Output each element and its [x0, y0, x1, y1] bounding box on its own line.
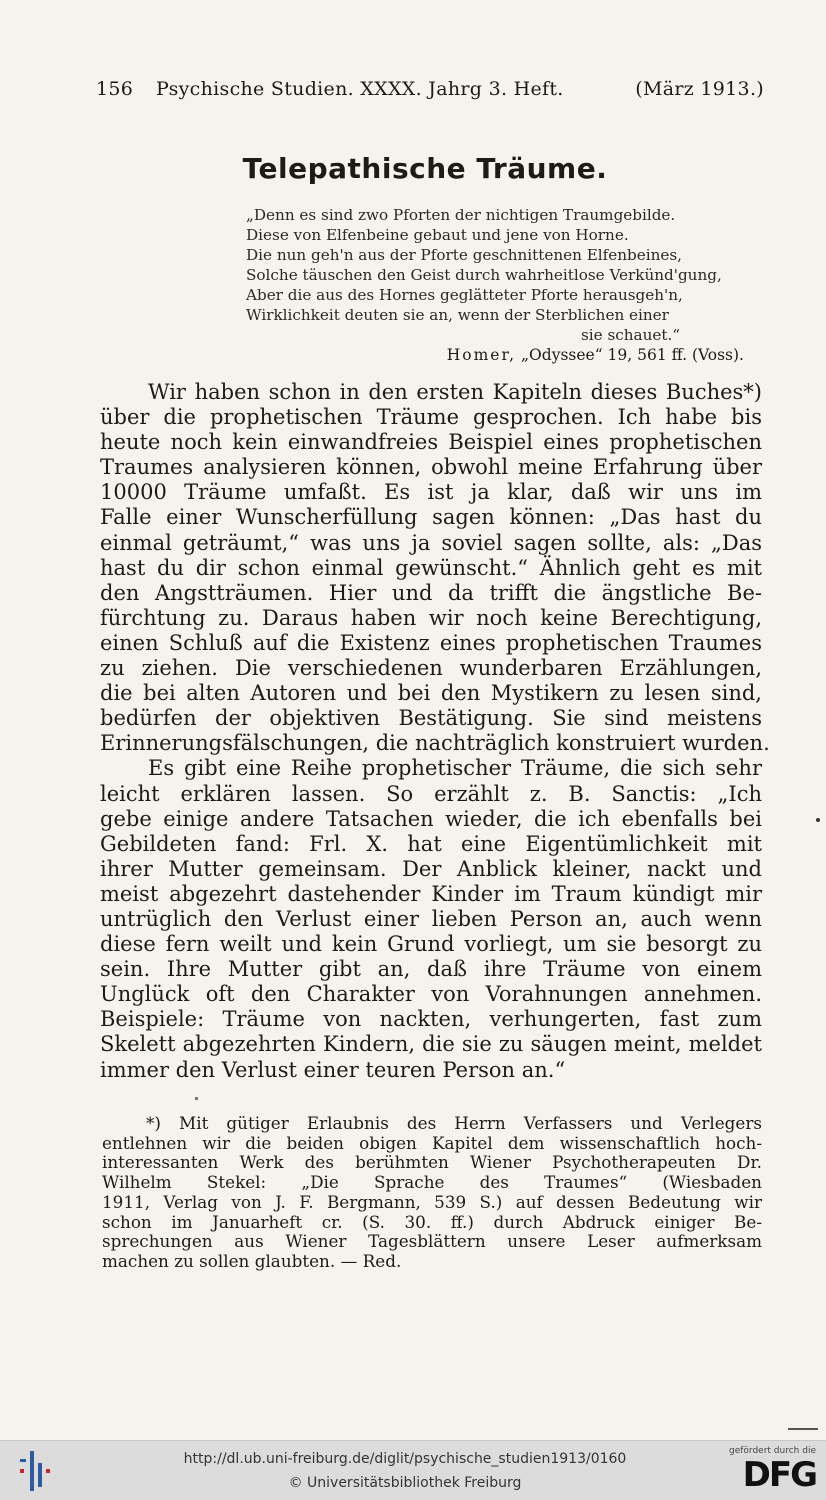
body-line: Beispiele: Träume von nackten, verhungerten, fast zum — [100, 1007, 762, 1032]
body-line: Traumes analysieren können, obwohl meine Erfahrung über — [100, 455, 762, 480]
scan-speck — [816, 818, 820, 822]
footnote-line: machen zu sollen glaubten. — Red. — [102, 1250, 402, 1271]
body-line: Wir haben schon in den ersten Kapiteln dieses Buches*) — [148, 380, 762, 404]
page-number: 156 — [96, 78, 134, 100]
body-line: Es gibt eine Reihe prophetischer Träume, die sich sehr — [148, 756, 762, 781]
epigraph-line: „Denn es sind zwo Pforten der nichtigen Traumgebilde. — [246, 206, 676, 224]
body-line: über die prophetischen Träume gesprochen. Ich habe bis — [100, 405, 762, 430]
article-title: Telepathische Träume. — [242, 152, 608, 185]
footnote-line: interessanten Werk des berühmten Wiener Psychotherapeuten Dr. — [102, 1152, 762, 1173]
epigraph-line: Aber die aus des Hornes geglätteter Pforte herausgeh'n, — [246, 286, 683, 304]
body-line: gebe einige andere Tatsachen wieder, die ich ebenfalls bei — [100, 806, 762, 831]
body-line: sein. Ihre Mutter gibt an, daß ihre Träume von einem — [100, 957, 762, 982]
footnote-line: 1911, Verlag von J. F. Bergmann, 539 S.) auf dessen Bedeutung wir — [102, 1191, 762, 1212]
body-line: Falle einer Wunscherfüllung sagen können: „Das hast du — [100, 505, 762, 530]
epigraph-line: Diese von Elfenbeine gebaut und jene von Horne. — [246, 226, 629, 244]
body-line: 10000 Träume umfaßt. Es ist ja klar, daß wir uns im — [100, 480, 762, 505]
body-line: diese fern weilt und kein Grund vorliegt, um sie besorgt zu — [100, 932, 762, 957]
copyright-notice: © Universitätsbibliothek Freiburg — [288, 1475, 522, 1491]
body-line: bedürfen der objektiven Bestätigung. Sie sind meistens — [100, 706, 762, 731]
epigraph-line: Wirklichkeit deuten sie an, wenn der Sterblichen einer — [246, 306, 669, 324]
epigraph-line: Solche täuschen den Geist durch wahrheitlose Verkünd'gung, — [246, 266, 722, 284]
attribution-source: „Odyssee“ 19, 561 ff. (Voss). — [521, 346, 744, 364]
footnote-line: sprechungen aus Wiener Tagesblättern unsere Leser aufmerksam — [102, 1231, 762, 1252]
footnote-line: Wilhelm Stekel: „Die Sprache des Traumes“ (Wiesbaden — [102, 1172, 762, 1193]
journal-title: Psychische Studien. XXXX. Jahrg 3. Heft. — [156, 78, 564, 100]
footnote-line: *) Mit gütiger Erlaubnis des Herrn Verfassers und Verlegers — [146, 1113, 762, 1133]
footnote — [102, 1114, 762, 1272]
body-line: einen Schluß auf die Existenz eines prophetischen Traumes — [100, 630, 762, 655]
running-head — [96, 78, 764, 100]
body-line: immer den Verlust einer teuren Person an.“ — [100, 1057, 566, 1082]
body-line: fürchtung zu. Daraus haben wir noch keine Berechtigung, — [100, 605, 762, 630]
body-line: den Angstträumen. Hier und da trifft die ängstliche Be- — [100, 580, 762, 605]
issue-date: (März 1913.) — [635, 78, 764, 100]
body-line: die bei alten Autoren und bei den Mystikern zu lesen sind, — [100, 681, 762, 706]
body-line: einmal geträumt,“ was uns ja soviel sagen sollte, als: „Das — [100, 530, 762, 555]
epigraph — [246, 205, 766, 345]
epigraph-line: Die nun geh'n aus der Pforte geschnittenen Elfenbeines, — [246, 246, 683, 264]
body-line: untrüglich den Verlust einer lieben Person an, auch wenn — [100, 906, 762, 931]
epigraph-line: sie schauet.“ — [581, 326, 681, 344]
body-line: zu ziehen. Die verschiedenen wunderbaren Erzählungen, — [100, 656, 762, 681]
body-line: Unglück oft den Charakter von Vorahnungen annehmen. — [100, 982, 762, 1007]
body-line: meist abgezehrt dastehender Kinder im Traum kündigt mir — [100, 881, 762, 906]
epigraph-attribution — [399, 346, 744, 364]
body-line: Erinnerungsfälschungen, die nachträglich konstruiert wurden. — [100, 731, 770, 756]
attribution-author: Homer, — [446, 346, 517, 364]
footnote-line: entlehnen wir die beiden obigen Kapitel dem wissenschaftlich hoch- — [102, 1132, 762, 1153]
page-url-link[interactable]: http://dl.ub.uni-freiburg.de/diglit/psychische_studien1913/0160 — [183, 1451, 627, 1467]
body-line: leicht erklären lassen. So erzählt z. B. Sanctis: „Ich — [100, 781, 762, 806]
body-line: Skelett abgezehrten Kindern, die sie zu säugen meint, meldet — [100, 1032, 762, 1057]
scan-edge-mark — [788, 1428, 818, 1430]
body-line: Gebildeten fand: Frl. X. hat eine Eigentümlichkeit mit — [100, 831, 762, 856]
body-line: hast du dir schon einmal gewünscht.“ Ähnlich geht es mit — [100, 555, 762, 580]
funding-note: gefördert durch die — [729, 1446, 816, 1456]
body-line: heute noch kein einwandfreies Beispiel eines prophetischen — [100, 430, 762, 455]
body-line: ihrer Mutter gemeinsam. Der Anblick kleiner, nackt und — [100, 856, 762, 881]
footnote-separator-mark — [195, 1097, 198, 1100]
viewer-footer — [0, 1440, 826, 1500]
footnote-line: schon im Januarheft cr. (S. 30. ff.) durch Abdruck einiger Be- — [102, 1211, 762, 1232]
article-body — [100, 380, 770, 1083]
dfg-logo[interactable]: DFG — [742, 1455, 816, 1495]
